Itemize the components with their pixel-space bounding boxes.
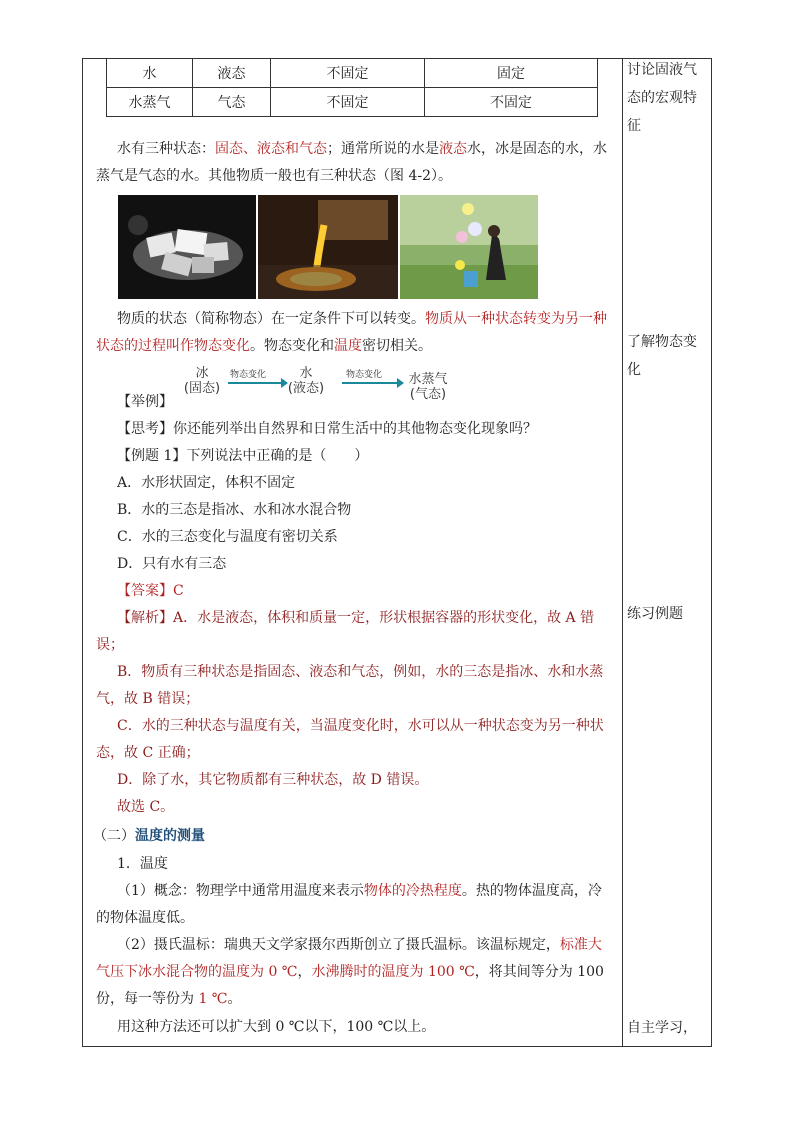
diagram-state: (气态): [409, 387, 447, 402]
celsius-line: [96, 959, 616, 986]
section-heading: [93, 823, 613, 850]
option-a: A．水形状固定，体积不固定: [117, 475, 296, 491]
table-cell: 不固定: [271, 59, 425, 88]
analysis-line: D．除了水，其它物质都有三种状态，故 D 错误。: [117, 772, 429, 788]
arrow-label: 物态变化: [230, 370, 267, 380]
paragraph-state-change: [96, 306, 616, 333]
side-note-line: 练习例题: [627, 606, 683, 622]
highlight-text: 固态、液态和气态: [215, 141, 327, 157]
diagram-state: (固态): [183, 381, 221, 396]
side-note-line: 自主学习，: [627, 1020, 697, 1036]
analysis-line: 【解析】A．水是液态，体积和质量一定，形状根据容器的形状变化，故 A 错: [117, 610, 595, 626]
text: （2）摄氏温标：瑞典天文学家摄尔西斯创立了摄氏温标。该温标规定，: [117, 937, 560, 953]
table-cell: 固定: [425, 59, 598, 88]
think-question: 【思考】你还能列举出自然界和日常生活中的其他物态变化现象吗？: [117, 421, 537, 437]
text: 。物态变化和: [250, 338, 334, 354]
table-cell: 液态: [193, 59, 271, 88]
table-cell: 气态: [193, 88, 271, 117]
side-note-line: 征: [627, 118, 641, 134]
highlight-text: 物体的冷热程度: [363, 883, 462, 899]
text: 水有三种状态：: [117, 141, 215, 157]
side-note-line: 讨论固液气: [627, 62, 697, 78]
side-note-practice: [627, 600, 709, 628]
highlight-text: 液态: [439, 141, 467, 157]
paragraph-line: 蒸气是气态的水。其他物质一般也有三种状态（图 4-2）。: [96, 168, 452, 184]
table-row: [107, 88, 598, 117]
highlight-text: 状态的过程叫作物态变化: [96, 338, 250, 354]
balloons-image: [400, 195, 538, 299]
side-note-line: 化: [627, 362, 641, 378]
paragraph-line: [96, 333, 616, 360]
ice-image: [118, 195, 256, 299]
analysis-line: 故选 C。: [117, 799, 175, 815]
paragraph-three-states: [96, 136, 616, 163]
table-cell: 不固定: [425, 88, 598, 117]
analysis-line: 气，故 B 错误；: [96, 691, 200, 707]
table-cell: 不固定: [271, 88, 425, 117]
celsius-line: [96, 986, 616, 1013]
analysis-line: 态，故 C 正确；: [96, 745, 200, 761]
answer: 【答案】C: [117, 583, 184, 599]
molten-metal-image: [258, 195, 398, 299]
highlight-text: 物质从一种状态转变为另一种: [425, 311, 607, 327]
example-1: 【例题 1】下列说法中正确的是（ ）: [117, 448, 369, 464]
highlight-text: 1 ℃: [198, 991, 228, 1007]
side-note-change: [627, 328, 709, 384]
text: 。: [227, 991, 242, 1007]
analysis-line: 误；: [96, 637, 124, 653]
diagram-label: 冰: [195, 366, 209, 381]
example-heading: 【举例】: [117, 394, 173, 410]
celsius-line: [117, 932, 637, 959]
option-c: C．水的三态变化与温度有密切关系: [117, 529, 338, 545]
arrow-right-icon: [342, 382, 398, 384]
highlight-text: 0 ℃: [268, 964, 298, 980]
highlight-text: 水沸腾时的温度为: [311, 964, 428, 980]
highlight-text: 标准大: [559, 937, 602, 953]
section-title: 温度的测量: [135, 828, 205, 844]
text: ，将其间等分为 100: [474, 964, 604, 980]
text: 份，每一等份为: [96, 991, 199, 1007]
side-note-discuss: [627, 56, 709, 140]
highlight-text: 气压下冰水混合物的温度为: [96, 964, 269, 980]
text: 物质的状态（简称物态）在一定条件下可以转变。: [117, 311, 425, 327]
side-note-selfstudy: [627, 1014, 709, 1042]
option-d: D．只有水有三态: [117, 556, 227, 572]
analysis-line: B．物质有三种状态是指固态、液态和气态，例如，水的三态是指冰、水和水蒸: [117, 664, 604, 680]
text: 水，冰是固态的水，水: [467, 141, 607, 157]
highlight-text: 100 ℃: [427, 964, 475, 980]
highlight-text: 温度: [334, 338, 362, 354]
arrow-label: 物态变化: [346, 370, 383, 380]
subheading-temperature: 1．温度: [117, 856, 168, 872]
text: 密切相关。: [362, 338, 432, 354]
diagram-label: 水: [299, 366, 313, 381]
text: 。热的物体温度高，冷: [461, 883, 602, 899]
analysis-line: C．水的三种状态与温度有关，当温度变化时，水可以从一种状态变为另一种状: [117, 718, 604, 734]
concept-line: [117, 878, 637, 905]
side-note-line: 态的宏观特: [627, 90, 697, 106]
arrow-right-icon: [228, 382, 282, 384]
text: （1）概念：物理学中通常用温度来表示: [117, 883, 364, 899]
text: （二）: [93, 828, 135, 844]
text: ，: [297, 964, 312, 980]
extension-line: 用这种方法还可以扩大到 0 ℃以下，100 ℃以上。: [117, 1019, 436, 1035]
diagram-state: (液态): [287, 381, 325, 396]
option-b: B．水的三态是指冰、水和冰水混合物: [117, 502, 352, 518]
table-row: [107, 59, 598, 88]
table-cell: 水蒸气: [107, 88, 193, 117]
state-table: [106, 58, 598, 117]
diagram-label: 水蒸气: [408, 372, 448, 387]
side-note-line: 了解物态变: [627, 334, 697, 350]
concept-line: 的物体温度低。: [96, 910, 194, 926]
text: ；通常所说的水是: [327, 141, 439, 157]
table-cell: 水: [107, 59, 193, 88]
